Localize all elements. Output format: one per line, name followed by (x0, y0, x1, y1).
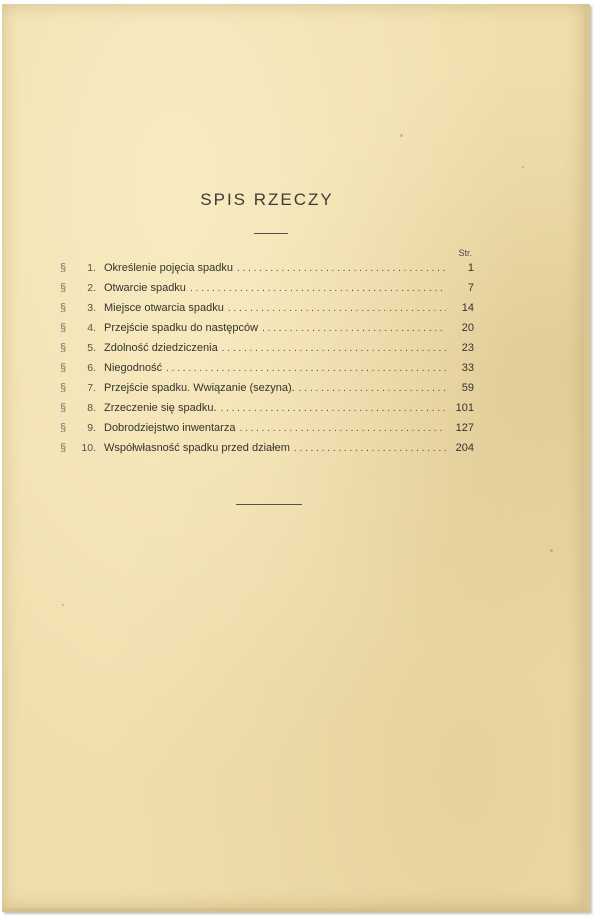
leader-dots (262, 323, 446, 334)
leader-dots (299, 383, 446, 394)
section-symbol: § (60, 262, 67, 274)
page-number: 20 (461, 322, 474, 334)
section-title: Niegodność (104, 362, 163, 374)
section-number: 10. (81, 442, 96, 454)
section-symbol: § (60, 282, 67, 294)
page-number: 14 (461, 302, 474, 314)
toc-entry (60, 322, 474, 342)
toc-entry (60, 362, 474, 382)
section-title: Otwarcie spadku (104, 282, 186, 294)
section-symbol: § (60, 362, 67, 374)
section-number: 7. (87, 382, 96, 394)
section-symbol: § (60, 382, 67, 394)
leader-dots (222, 343, 446, 354)
section-number: 1. (87, 262, 96, 274)
page-number: 33 (461, 362, 474, 374)
section-symbol: § (60, 342, 67, 354)
toc-entry (60, 302, 474, 322)
section-title: Współwłasność spadku przed działem (104, 442, 290, 454)
section-symbol: § (60, 402, 67, 414)
table-of-contents (60, 262, 474, 462)
leader-dots (228, 303, 446, 314)
section-number: 5. (87, 342, 96, 354)
section-title: Przejście spadku do następców (104, 322, 259, 334)
section-symbol: § (60, 302, 67, 314)
section-title: Określenie pojęcia spadku (104, 262, 234, 274)
page-number: 59 (461, 382, 474, 394)
page-number: 204 (455, 442, 474, 454)
toc-entry (60, 342, 474, 362)
toc-entry (60, 382, 474, 402)
paper-spot (522, 166, 524, 168)
toc-entry (60, 422, 474, 442)
section-symbol: § (60, 442, 67, 454)
section-title: Dobrodziejstwo inwentarza (104, 422, 236, 434)
paper-spot (62, 604, 64, 606)
page-column-label: Str. (458, 248, 472, 258)
section-number: 8. (87, 402, 96, 414)
section-number: 3. (87, 302, 96, 314)
section-number: 9. (87, 422, 96, 434)
section-title: Miejsce otwarcia spadku (104, 302, 224, 314)
paper-spot (400, 134, 403, 137)
section-number: 2. (87, 282, 96, 294)
closing-divider (236, 504, 302, 505)
title-divider (254, 233, 288, 234)
section-title: Zrzeczenie się spadku. (104, 402, 217, 414)
page-number: 23 (461, 342, 474, 354)
section-number: 4. (87, 322, 96, 334)
leader-dots (237, 263, 446, 274)
paper-spot (550, 549, 553, 552)
page-number: 101 (455, 402, 474, 414)
page-number: 7 (467, 282, 474, 294)
toc-entry (60, 282, 474, 302)
document-page (2, 4, 590, 912)
section-title: Przejście spadku. Wwiązanie (sezyna). (104, 382, 295, 394)
leader-dots (294, 443, 446, 454)
section-number: 6. (87, 362, 96, 374)
section-symbol: § (60, 322, 67, 334)
toc-entry (60, 262, 474, 282)
page-number: 127 (455, 422, 474, 434)
toc-entry (60, 402, 474, 422)
leader-dots (221, 403, 447, 414)
toc-entry (60, 442, 474, 462)
leader-dots (166, 363, 446, 374)
leader-dots (190, 283, 446, 294)
page-title: SPIS RZECZY (200, 190, 334, 209)
page-number: 1 (467, 262, 474, 274)
section-symbol: § (60, 422, 67, 434)
section-title: Zdolność dziedziczenia (104, 342, 218, 354)
leader-dots (239, 423, 446, 434)
